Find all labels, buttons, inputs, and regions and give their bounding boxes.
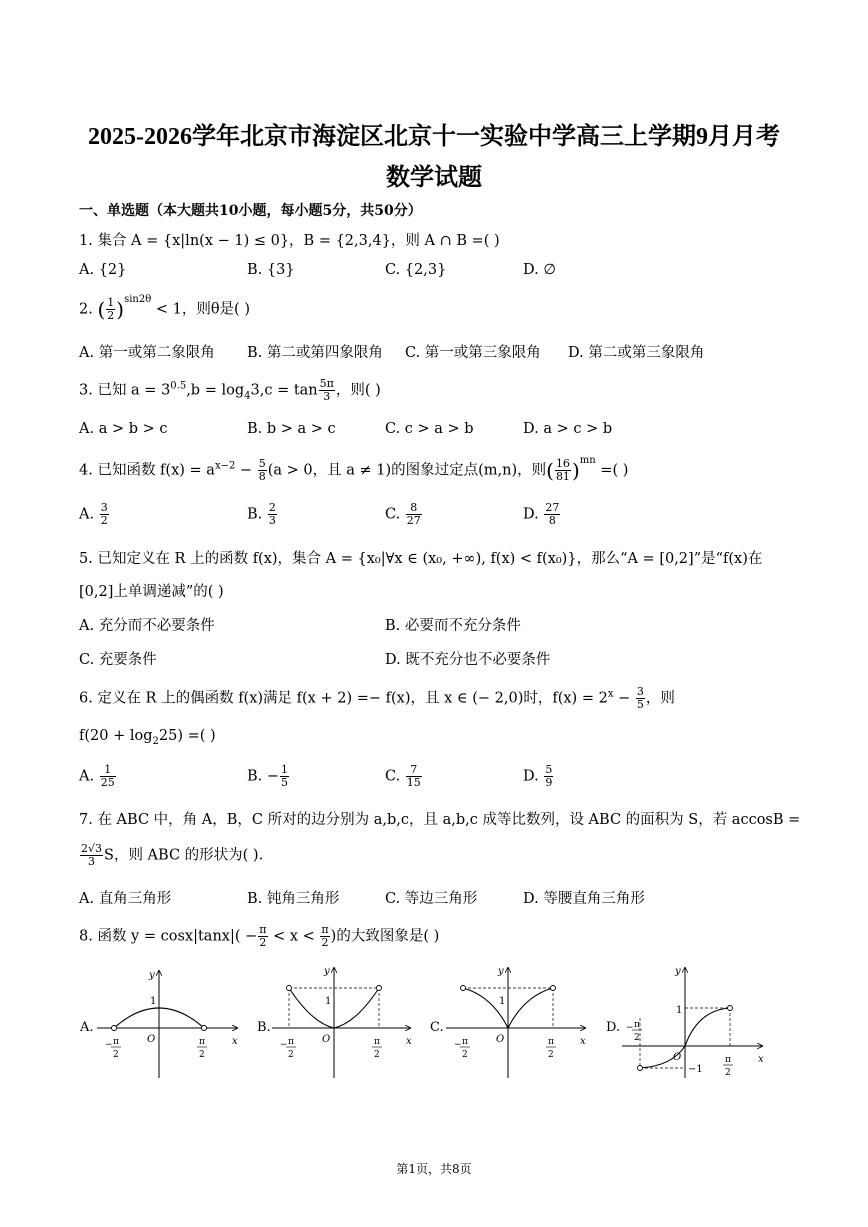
graph-c: [430, 966, 586, 1078]
q5-line-2: [0,2]上单调递减”的( ): [79, 584, 224, 600]
svg-text:π: π: [199, 1037, 205, 1047]
svg-text:2: 2: [634, 1033, 640, 1043]
svg-text:O: O: [322, 1034, 331, 1045]
svg-text:π: π: [113, 1037, 119, 1047]
svg-text:π: π: [462, 1037, 468, 1047]
svg-text:O: O: [673, 1052, 682, 1063]
q5-option-d: D. 既不充分也不必要条件: [385, 652, 551, 668]
q7-option-b: B. 钝角三角形: [247, 891, 340, 907]
svg-text:π: π: [725, 1055, 731, 1065]
svg-text:x: x: [406, 1036, 412, 1047]
q3-option-c: C. c > a > b: [385, 421, 474, 437]
graph-d: [606, 966, 764, 1078]
svg-text:2: 2: [462, 1050, 468, 1060]
graph-b: [257, 966, 412, 1078]
q6-option-c: C. $\frac{7}{15}$: [385, 763, 421, 789]
q6-option-b: B. − $\frac{1}{5}$: [247, 763, 289, 789]
q5-option-a: A. 充分而不必要条件: [79, 618, 215, 634]
q2-stem: 2. ( $\frac{1}{2}$ )$^{sin2\theta}$ < 1，则θ是( ): [79, 293, 250, 322]
q6-line-2: $f(20 + \log_225)$ =( ): [79, 728, 216, 747]
svg-text:y: y: [324, 966, 330, 977]
svg-text:2: 2: [374, 1050, 380, 1060]
q6-line-1: 6. 定义在 R 上的偶函数 f(x)满足 f(x + 2) =− f(x)，且 x ∈ (− 2,0)时，$f(x) = 2^x$ − $\frac{3}{5}$ ，则: [79, 685, 675, 711]
graph-b-label: B.: [257, 1020, 271, 1035]
q7-option-a: A. 直角三角形: [79, 891, 172, 907]
section-heading: 一、单选题（本大题共10小题，每小题5分，共50分）: [79, 203, 422, 219]
q2-base-fraction: $\frac{1}{2}$: [107, 296, 115, 322]
q1-option-b: B. {3}: [247, 262, 295, 278]
q1-option-a: A. {2}: [79, 262, 127, 278]
svg-text:2: 2: [288, 1050, 294, 1060]
title-line-1: 2025-2026学年北京市海淀区北京十一实验中学高三上学期9月月考: [88, 124, 780, 150]
q3-option-b: B. b > a > c: [247, 421, 336, 437]
q3-option-d: D. a > c > b: [523, 421, 613, 437]
q5-option-c: C. 充要条件: [79, 652, 157, 668]
svg-text:−: −: [626, 1023, 634, 1033]
q7-option-d: D. 等腰直角三角形: [523, 891, 645, 907]
q6-option-d: D. $\frac{5}{9}$: [523, 763, 553, 789]
q8-stem: 8. 函数 y = cosx|tanx|( − $\frac{\pi}{2}$ < x < $\frac{\pi}{2}$ )的大致图象是( ): [79, 923, 440, 949]
svg-text:2: 2: [725, 1068, 731, 1078]
q5-line-1: 5. 已知定义在 R 上的函数 f(x)，集合 A = {x₀|∀x ∈ (x₀, +∞), f(x) < f(x₀)}，那么“A = [0,2]”是“f(x)在: [79, 551, 763, 567]
svg-text:y: y: [498, 966, 504, 977]
q6-option-a: A. $\frac{1}{25}$: [79, 763, 115, 789]
q4-stem: 4. 已知函数 $f(x) = a^{x-2}$ − $\frac{5}{8}$ (a > 0，且 a ≠ 1)的图象过定点(m,n)，则( $\frac{16}{81}$ )$^{mn}$ =( ): [79, 454, 629, 483]
q2-exponent: sin2θ: [124, 293, 152, 305]
q4-option-b: B. $\frac{2}{3}$: [247, 501, 276, 527]
svg-text:1: 1: [150, 996, 157, 1007]
graph-d-label: D.: [606, 1020, 621, 1035]
q2-prefix: 2.: [79, 301, 98, 318]
q7-line-1: 7. 在 ABC 中，角 A，B，C 所对的边分别为 a,b,c，且 a,b,c 成等比数列，设 ABC 的面积为 S，若 accosB =: [79, 812, 801, 828]
graph-c-label: C.: [430, 1020, 444, 1035]
q3-tan-fraction: $\frac{5\pi}{3}$: [319, 377, 334, 403]
svg-text:y: y: [675, 966, 681, 977]
svg-text:2: 2: [113, 1050, 119, 1060]
svg-text:x: x: [232, 1036, 238, 1047]
svg-text:1: 1: [325, 996, 332, 1007]
q7-option-c: C. 等边三角形: [385, 891, 478, 907]
q2-option-c: C. 第一或第三象限角: [405, 345, 541, 361]
q1-option-c: C. {2,3}: [385, 262, 447, 278]
svg-text:π: π: [634, 1020, 640, 1030]
svg-text:π: π: [288, 1037, 294, 1047]
svg-text:π: π: [548, 1037, 554, 1047]
q1-option-d: D. ∅: [523, 262, 556, 278]
q4-option-c: C. $\frac{8}{27}$: [385, 501, 421, 527]
svg-text:x: x: [580, 1036, 586, 1047]
page-footer: 第1页，共8页: [396, 1162, 472, 1176]
svg-text:1: 1: [676, 1005, 683, 1016]
svg-text:−: −: [280, 1040, 288, 1050]
svg-text:2: 2: [548, 1050, 554, 1060]
q3-stem: 3. 已知 $a = 3^{0.5},b = \log_43,c = \tan$ $\frac{5\pi}{3}$ ，则( ): [79, 377, 381, 403]
q4-option-a: A. $\frac{3}{2}$: [79, 501, 108, 527]
q1-stem: 1. 集合 A = {x|ln(x − 1) ≤ 0}，B = {2,3,4}，则 A ∩ B =( ): [79, 233, 500, 249]
graph-a-label: A.: [80, 1020, 94, 1035]
q8-graphs: [0, 958, 868, 1088]
q3-option-a: A. a > b > c: [79, 421, 168, 437]
svg-text:2: 2: [199, 1050, 205, 1060]
svg-text:π: π: [374, 1037, 380, 1047]
graph-a: [79, 970, 238, 1078]
svg-text:−1: −1: [688, 1064, 703, 1075]
q5-option-b: B. 必要而不充分条件: [385, 618, 521, 634]
q2-option-b: B. 第二或第四象限角: [247, 345, 383, 361]
title-line-2: 数学试题: [386, 165, 482, 191]
svg-text:O: O: [147, 1034, 156, 1045]
svg-text:y: y: [149, 970, 155, 981]
svg-text:1: 1: [499, 996, 506, 1007]
svg-text:O: O: [496, 1034, 505, 1045]
q4-option-d: D. $\frac{27}{8}$: [523, 501, 560, 527]
q2-option-d: D. 第二或第三象限角: [568, 345, 705, 361]
q2-suffix: < 1，则θ是( ): [151, 301, 250, 318]
q2-option-a: A. 第一或第二象限角: [79, 345, 215, 361]
svg-text:x: x: [758, 1054, 764, 1065]
svg-text:−: −: [454, 1040, 462, 1050]
q7-line-2: $\frac{2√3}{3}$ S，则 ABC 的形状为( ).: [81, 842, 264, 868]
svg-text:−: −: [105, 1040, 113, 1050]
